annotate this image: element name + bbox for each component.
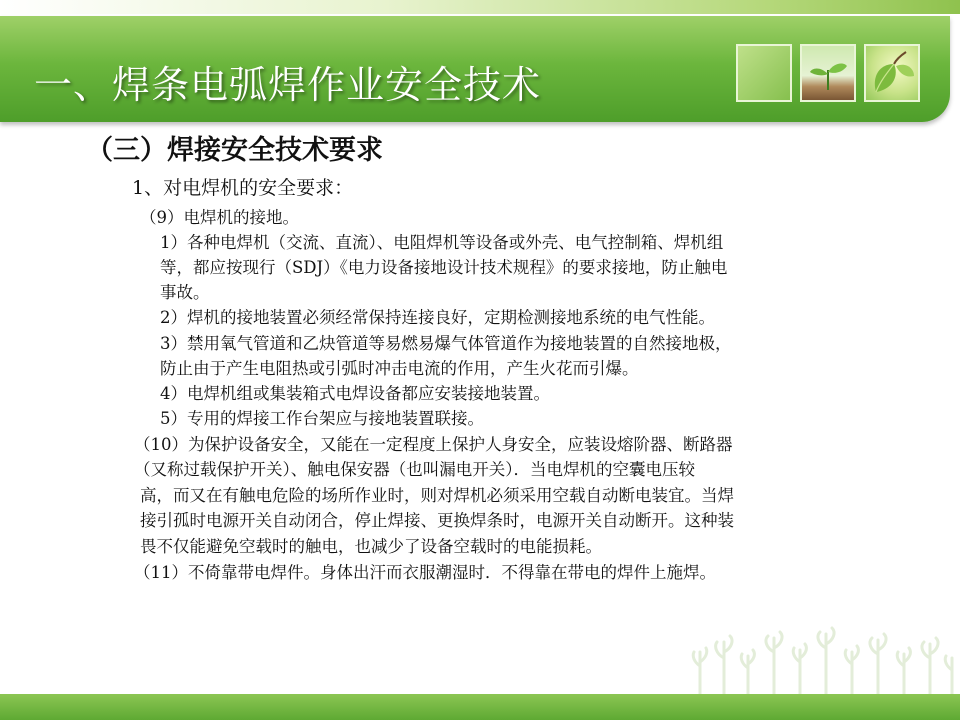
content-line: 防止由于产生电阻热或引弧时冲击电流的作用，产生火花而引爆。 — [160, 359, 639, 378]
content-line: 2）焊机的接地装置必须经常保持连接良好，定期检测接地系统的电气性能。 — [160, 308, 715, 327]
content-line: 4）电焊机组或集装箱式电焊设备都应安装接地装置。 — [160, 384, 550, 403]
section-heading: （三）焊接安全技术要求 — [86, 135, 383, 166]
subsection-heading: 1、对电焊机的安全要求： — [132, 177, 354, 199]
content-line: 等，都应按现行（SDJ）《电力设备接地设计技术规程》的要求接地，防止触电 — [160, 258, 728, 277]
content-line: 1）各种电焊机（交流、直流）、电阻焊机等设备或外壳、电气控制箱、焊机组 — [160, 233, 724, 252]
slide-title: 一、焊条电弧焊作业安全技术 — [34, 63, 542, 107]
content-line: （又称过载保护开关）、触电保安器（也叫漏电开关）．当电焊机的空囊电压较 — [134, 460, 695, 479]
content-line: 5）专用的焊接工作台架应与接地装置联接。 — [160, 409, 484, 428]
content-line: 3）禁用氧气管道和乙炔管道等易燃易爆气体管道作为接地装置的自然接地极， — [160, 334, 732, 353]
grass-decoration-icon — [690, 622, 960, 696]
content-line: （11）不倚靠带电焊件。身体出汗而衣服潮湿时．不得靠在带电的焊件上施焊。 — [134, 563, 716, 582]
content-line: 畏不仅能避免空载时的触电，也减少了设备空载时的电能损耗。 — [140, 537, 602, 556]
content-line: 高，而又在有触电危险的场所作业时，则对焊机必须采用空载自动断电装宜。当焊 — [140, 486, 734, 505]
bottom-bar — [0, 694, 960, 720]
content-line: 接引孤时电源开关自动闭合，停止焊接、更换焊条时，电源开关自动断开。这种装 — [140, 511, 734, 530]
content-line: 事故。 — [160, 283, 210, 302]
content-line: （10）为保护设备安全，又能在一定程度上保护人身安全，应装设熔阶器、断路器 — [134, 435, 733, 454]
content-line: （9）电焊机的接地。 — [140, 208, 299, 227]
